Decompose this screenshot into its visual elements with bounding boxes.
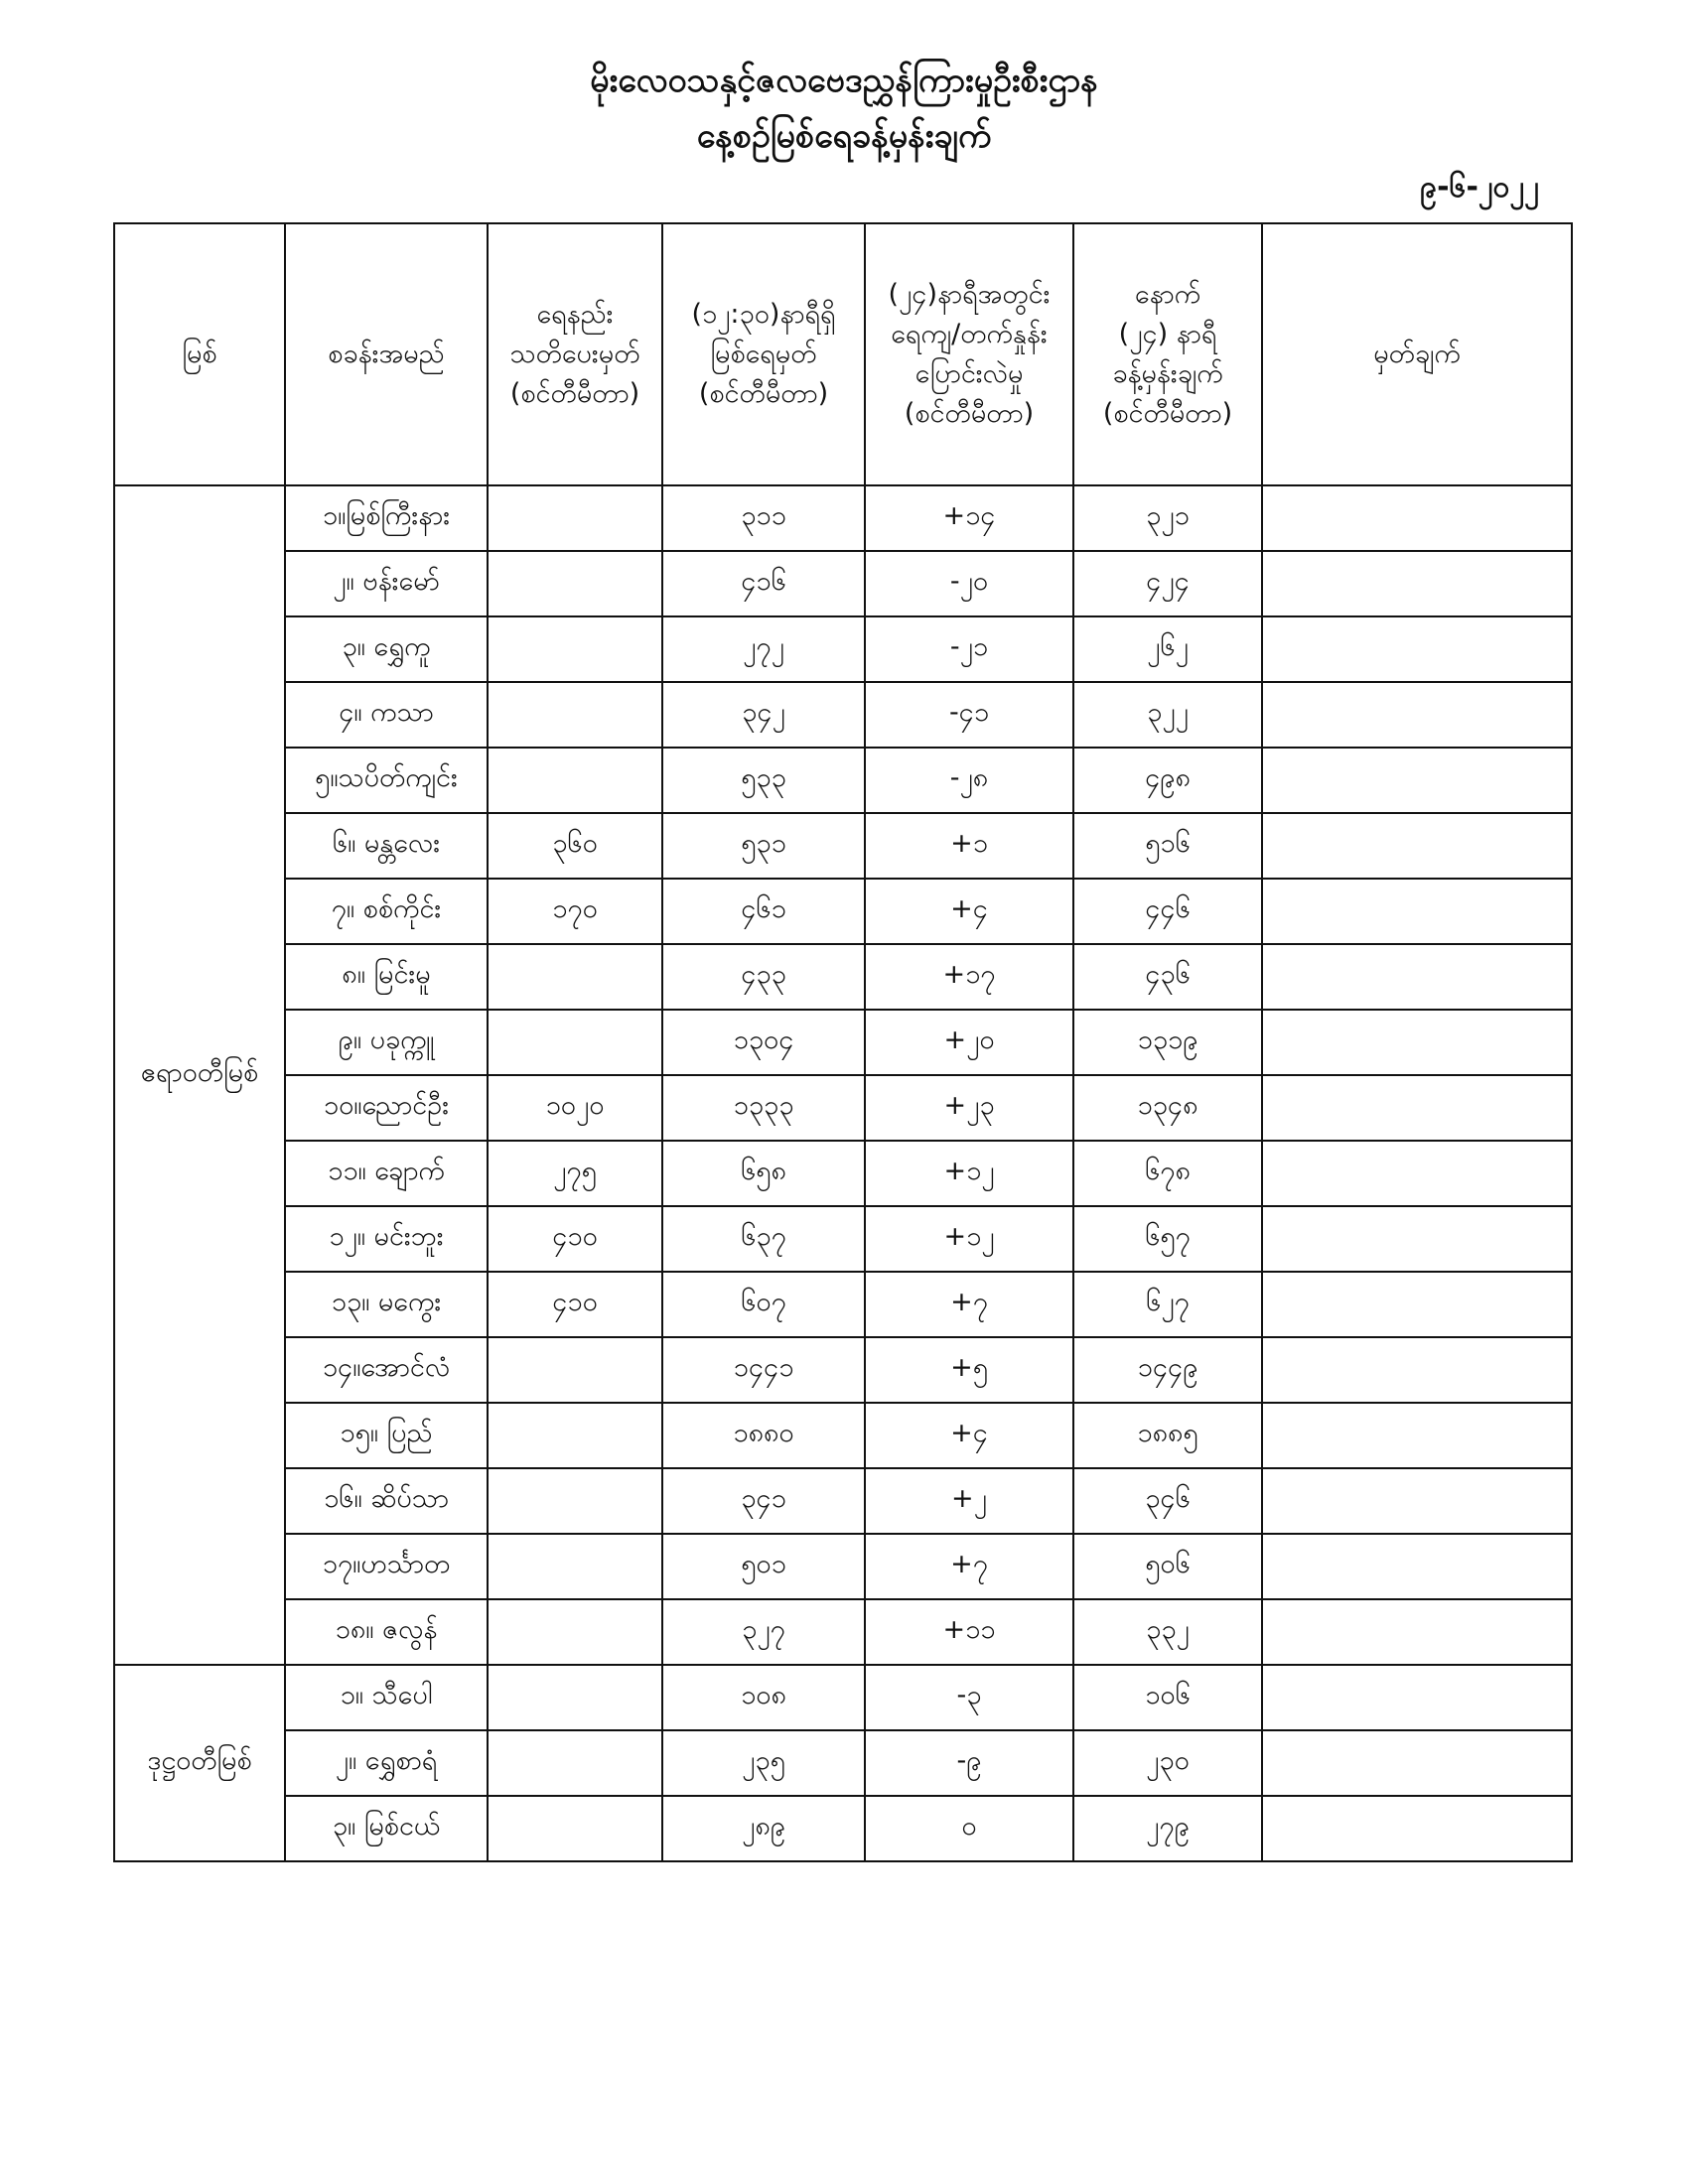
level-change: -၉ bbox=[865, 1730, 1073, 1796]
forecast-level: ၄၉၈ bbox=[1073, 748, 1262, 813]
table-row bbox=[114, 1337, 1572, 1403]
low-warning-level bbox=[488, 1403, 662, 1468]
water-level: ၄၆၁ bbox=[662, 879, 865, 944]
forecast-level: ၄၃၆ bbox=[1073, 944, 1262, 1010]
low-warning-level: ၄၁၀ bbox=[488, 1206, 662, 1272]
low-warning-level bbox=[488, 551, 662, 616]
table-row bbox=[114, 1272, 1572, 1337]
station-name: ၁၆။ ဆိပ်သာ bbox=[285, 1468, 488, 1534]
water-level: ၁၃၃၃ bbox=[662, 1075, 865, 1141]
department-title: မိုးလေဝသနှင့်ဇလဗေဒညွှန်ကြားမှုဦးစီးဌာန bbox=[590, 61, 1098, 100]
forecast-level: ၁၈၈၅ bbox=[1073, 1403, 1262, 1468]
station-name: ၃။ ရွှေကူ bbox=[285, 616, 488, 682]
station-name: ၈။ မြင်းမူ bbox=[285, 944, 488, 1010]
column-header-line: (စင်တီမီတာ) bbox=[904, 398, 1035, 429]
forecast-level: ၁၄၄၉ bbox=[1073, 1337, 1262, 1403]
remark bbox=[1262, 1206, 1572, 1272]
forecast-level: ၃၄၆ bbox=[1073, 1468, 1262, 1534]
column-header-line: စခန်းအမည် bbox=[328, 339, 445, 369]
forecast-level: ၁၃၄၈ bbox=[1073, 1075, 1262, 1141]
station-name: ၁၄။အောင်လံ bbox=[285, 1337, 488, 1403]
remark bbox=[1262, 1272, 1572, 1337]
water-level: ၂၇၂ bbox=[662, 616, 865, 682]
forecast-level: ၁၃၁၉ bbox=[1073, 1010, 1262, 1075]
table-row bbox=[114, 1534, 1572, 1599]
water-level: ၁၄၄၁ bbox=[662, 1337, 865, 1403]
level-change: +၁၇ bbox=[865, 944, 1073, 1010]
column-header-line: (၁၂:၃၀)နာရီရှိ bbox=[691, 299, 836, 330]
level-change: +၄ bbox=[865, 879, 1073, 944]
water-level: ၂၈၉ bbox=[662, 1796, 865, 1861]
remark bbox=[1262, 682, 1572, 748]
column-header bbox=[662, 223, 865, 485]
level-change: +၁ bbox=[865, 813, 1073, 879]
station-name: ၉။ ပခုက္ကူ bbox=[285, 1010, 488, 1075]
level-change: -၂၁ bbox=[865, 616, 1073, 682]
table-row bbox=[114, 616, 1572, 682]
water-level: ၃၂၇ bbox=[662, 1599, 865, 1665]
table-row bbox=[114, 551, 1572, 616]
table-row bbox=[114, 1730, 1572, 1796]
low-warning-level bbox=[488, 748, 662, 813]
remark bbox=[1262, 1010, 1572, 1075]
station-name: ၁၃။ မကွေး bbox=[285, 1272, 488, 1337]
column-header-line: ရေကျ/တက်နှုန်း bbox=[891, 319, 1048, 349]
low-warning-level bbox=[488, 944, 662, 1010]
table-row bbox=[114, 748, 1572, 813]
level-change: -၂၈ bbox=[865, 748, 1073, 813]
water-level: ၅၃၃ bbox=[662, 748, 865, 813]
table-row bbox=[114, 1075, 1572, 1141]
station-name: ၄။ ကသာ bbox=[285, 682, 488, 748]
table-row bbox=[114, 879, 1572, 944]
column-header bbox=[114, 223, 285, 485]
remark bbox=[1262, 1468, 1572, 1534]
station-name: ၆။ မန္တလေး bbox=[285, 813, 488, 879]
column-header bbox=[488, 223, 662, 485]
water-level: ၃၄၁ bbox=[662, 1468, 865, 1534]
water-level: ၅၃၁ bbox=[662, 813, 865, 879]
remark bbox=[1262, 1075, 1572, 1141]
remark bbox=[1262, 748, 1572, 813]
water-level: ၆၀၇ bbox=[662, 1272, 865, 1337]
forecast-level: ၆၅၇ bbox=[1073, 1206, 1262, 1272]
table-row bbox=[114, 1599, 1572, 1665]
station-name: ၇။ စစ်ကိုင်း bbox=[285, 879, 488, 944]
column-header-line: ပြောင်းလဲမှု bbox=[914, 358, 1024, 389]
low-warning-level: ၃၆၀ bbox=[488, 813, 662, 879]
level-change: +၇ bbox=[865, 1272, 1073, 1337]
level-change: +၁၂ bbox=[865, 1141, 1073, 1206]
low-warning-level bbox=[488, 1599, 662, 1665]
remark bbox=[1262, 1599, 1572, 1665]
column-header-line: မှတ်ချက် bbox=[1373, 339, 1461, 369]
forecast-level: ၆၇၈ bbox=[1073, 1141, 1262, 1206]
water-level: ၅၀၁ bbox=[662, 1534, 865, 1599]
low-warning-level bbox=[488, 1730, 662, 1796]
level-change: +၇ bbox=[865, 1534, 1073, 1599]
forecast-level: ၄၄၆ bbox=[1073, 879, 1262, 944]
station-name: ၂။ ဗန်းမော် bbox=[285, 551, 488, 616]
station-name: ၅။သပိတ်ကျင်း bbox=[285, 748, 488, 813]
water-level: ၆၃၇ bbox=[662, 1206, 865, 1272]
column-header-line: မြစ်ရေမှတ် bbox=[710, 339, 817, 369]
level-change: -၂၀ bbox=[865, 551, 1073, 616]
station-name: ၃။ မြစ်ငယ် bbox=[285, 1796, 488, 1861]
table-row bbox=[114, 1796, 1572, 1861]
remark bbox=[1262, 1665, 1572, 1730]
forecast-level: ၆၂၇ bbox=[1073, 1272, 1262, 1337]
column-header-line: ခန့်မှန်းချက် bbox=[1112, 358, 1223, 389]
low-warning-level bbox=[488, 485, 662, 551]
river-name: ဧရာဝတီမြစ် bbox=[114, 485, 285, 1665]
table-body bbox=[114, 485, 1572, 1861]
column-header bbox=[285, 223, 488, 485]
station-name: ၁၂။ မင်းဘူး bbox=[285, 1206, 488, 1272]
forecast-level: ၅၁၆ bbox=[1073, 813, 1262, 879]
column-header-line: နောက် bbox=[1134, 279, 1201, 310]
low-warning-level bbox=[488, 1010, 662, 1075]
low-warning-level bbox=[488, 1534, 662, 1599]
table-row bbox=[114, 944, 1572, 1010]
column-header-line: မြစ် bbox=[182, 339, 217, 369]
report-title: နေ့စဉ်မြစ်ရေခန့်မှန်းချက် bbox=[696, 116, 992, 156]
column-header-line: (၂၄) နာရီ bbox=[1118, 319, 1217, 349]
station-name: ၁၀။ညောင်ဦး bbox=[285, 1075, 488, 1141]
forecast-level: ၂၆၂ bbox=[1073, 616, 1262, 682]
column-header-line: (၂၄)နာရီအတွင်း bbox=[888, 279, 1051, 310]
table-row bbox=[114, 1010, 1572, 1075]
water-level: ၆၅၈ bbox=[662, 1141, 865, 1206]
station-name: ၁၁။ ချောက် bbox=[285, 1141, 488, 1206]
column-header-line: (စင်တီမီတာ) bbox=[1102, 398, 1233, 429]
water-level: ၂၃၅ bbox=[662, 1730, 865, 1796]
water-level: ၁၃၀၄ bbox=[662, 1010, 865, 1075]
remark bbox=[1262, 1730, 1572, 1796]
remark bbox=[1262, 1403, 1572, 1468]
table-row bbox=[114, 1468, 1572, 1534]
low-warning-level bbox=[488, 1665, 662, 1730]
low-warning-level bbox=[488, 1796, 662, 1861]
column-header bbox=[1262, 223, 1572, 485]
low-warning-level bbox=[488, 1337, 662, 1403]
forecast-level: ၂၇၉ bbox=[1073, 1796, 1262, 1861]
remark bbox=[1262, 616, 1572, 682]
forecast-level: ၂၃၀ bbox=[1073, 1730, 1262, 1796]
table-header-row bbox=[114, 223, 1572, 485]
water-level: ၃၁၁ bbox=[662, 485, 865, 551]
table-row bbox=[114, 1206, 1572, 1272]
forecast-level: ၄၂၄ bbox=[1073, 551, 1262, 616]
water-level: ၃၄၂ bbox=[662, 682, 865, 748]
column-header bbox=[865, 223, 1073, 485]
low-warning-level: ၄၁၀ bbox=[488, 1272, 662, 1337]
water-level: ၁၈၈၀ bbox=[662, 1403, 865, 1468]
remark bbox=[1262, 944, 1572, 1010]
column-header-line: သတိပေးမှတ် bbox=[509, 339, 640, 369]
forecast-level: ၃၂၁ bbox=[1073, 485, 1262, 551]
level-change: +၁၂ bbox=[865, 1206, 1073, 1272]
forecast-level: ၃၃၂ bbox=[1073, 1599, 1262, 1665]
column-header-line: ရေနည်း bbox=[536, 299, 614, 330]
station-name: ၁၅။ ပြည် bbox=[285, 1403, 488, 1468]
level-change: +၁၁ bbox=[865, 1599, 1073, 1665]
level-change: +၂၃ bbox=[865, 1075, 1073, 1141]
low-warning-level: ၂၇၅ bbox=[488, 1141, 662, 1206]
forecast-level: ၅၀၆ bbox=[1073, 1534, 1262, 1599]
column-header-line: (စင်တီမီတာ) bbox=[698, 378, 829, 409]
level-change: -၄၁ bbox=[865, 682, 1073, 748]
station-name: ၁။မြစ်ကြီးနား bbox=[285, 485, 488, 551]
remark bbox=[1262, 1534, 1572, 1599]
level-change: +၁၄ bbox=[865, 485, 1073, 551]
water-level: ၁၀၈ bbox=[662, 1665, 865, 1730]
level-change: +၂၀ bbox=[865, 1010, 1073, 1075]
table-row bbox=[114, 1665, 1572, 1730]
remark bbox=[1262, 813, 1572, 879]
level-change: +၅ bbox=[865, 1337, 1073, 1403]
level-change: ၀ bbox=[865, 1796, 1073, 1861]
table-row bbox=[114, 682, 1572, 748]
table-row bbox=[114, 485, 1572, 551]
table-row bbox=[114, 1403, 1572, 1468]
remark bbox=[1262, 1337, 1572, 1403]
station-name: ၂။ ရွှေစာရံ bbox=[285, 1730, 488, 1796]
station-name: ၁။ သီပေါ bbox=[285, 1665, 488, 1730]
low-warning-level: ၁၀၂၀ bbox=[488, 1075, 662, 1141]
river-name: ဒုဋ္ဌဝတီမြစ် bbox=[114, 1665, 285, 1861]
remark bbox=[1262, 1796, 1572, 1861]
water-level: ၄၃၃ bbox=[662, 944, 865, 1010]
column-header bbox=[1073, 223, 1262, 485]
low-warning-level bbox=[488, 616, 662, 682]
station-name: ၁၈။ ဇလွန် bbox=[285, 1599, 488, 1665]
remark bbox=[1262, 485, 1572, 551]
remark bbox=[1262, 551, 1572, 616]
report-date: ၉-၆-၂၀၂၂ bbox=[1420, 170, 1539, 205]
table-row bbox=[114, 813, 1572, 879]
column-header-line: (စင်တီမီတာ) bbox=[509, 378, 640, 409]
level-change: +၄ bbox=[865, 1403, 1073, 1468]
river-forecast-table bbox=[113, 222, 1573, 1862]
forecast-level: ၃၂၂ bbox=[1073, 682, 1262, 748]
station-name: ၁၇။ဟင်္သာတ bbox=[285, 1534, 488, 1599]
table-row bbox=[114, 1141, 1572, 1206]
level-change: +၂ bbox=[865, 1468, 1073, 1534]
low-warning-level bbox=[488, 1468, 662, 1534]
remark bbox=[1262, 879, 1572, 944]
forecast-level: ၁၀၆ bbox=[1073, 1665, 1262, 1730]
low-warning-level bbox=[488, 682, 662, 748]
level-change: -၃ bbox=[865, 1665, 1073, 1730]
low-warning-level: ၁၇၀ bbox=[488, 879, 662, 944]
water-level: ၄၁၆ bbox=[662, 551, 865, 616]
remark bbox=[1262, 1141, 1572, 1206]
